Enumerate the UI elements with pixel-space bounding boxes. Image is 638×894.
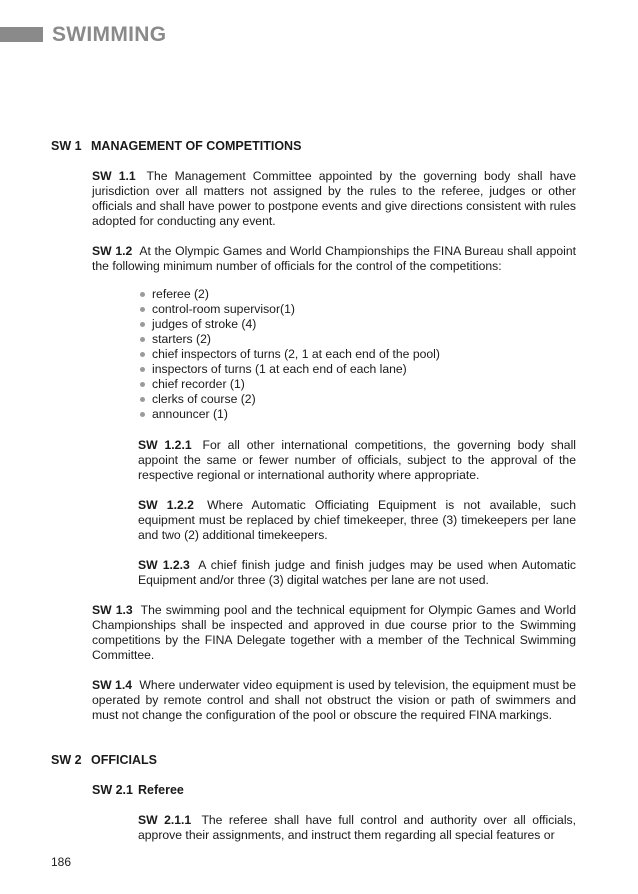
paragraph-label: SW 2.1.1 — [138, 813, 192, 827]
paragraph-label: SW 1.1 — [92, 169, 136, 183]
paragraph-text: A chief finish judge and finish judges may be used when Automatic Equipment and/or three (3) digital watches per lane are not used. — [138, 558, 577, 587]
list-item: clerks of course (2) — [138, 392, 440, 407]
paragraph-label: SW 1.2.2 — [138, 498, 194, 512]
header-bar — [0, 27, 43, 42]
list-item: referee (2) — [138, 287, 440, 302]
paragraph-label: SW 1.2.1 — [138, 438, 192, 452]
paragraph-label: SW 1.4 — [92, 678, 132, 692]
paragraph-label: SW 1.2 — [92, 244, 133, 258]
paragraph-sw1-2-2 — [138, 498, 576, 543]
officials-list — [138, 287, 440, 422]
paragraph-text: The referee shall have full control and authority over all officials, approve their assignments, and instruct them regarding all special features or — [138, 813, 577, 842]
section-title: MANAGEMENT OF COMPETITIONS — [91, 139, 302, 153]
paragraph-text: For all other international competitions, the governing body shall appoint the same or fewer number of officials, subject to the approval of the respective regional or international authority where appropriate. — [138, 438, 577, 482]
paragraph-sw1-2-3 — [138, 558, 576, 588]
paragraph-sw2-1-1 — [138, 813, 576, 843]
section-number: SW 1 — [51, 139, 82, 153]
list-item: starters (2) — [138, 332, 440, 347]
section-number: SW 2 — [51, 753, 82, 767]
paragraph-sw1-1 — [92, 169, 576, 229]
subsection-sw2-1-heading — [92, 783, 184, 798]
paragraph-text: The Management Committee appointed by the governing body shall have jurisdiction over all matters not assigned by the rules to the referee, judges or other officials and shall have power to postpone events and give directions consistent with rules adopted for conducting any event. — [92, 169, 577, 228]
section-title: OFFICIALS — [91, 753, 157, 767]
paragraph-sw1-3 — [92, 603, 576, 663]
paragraph-sw1-2-1 — [138, 438, 576, 483]
paragraph-text: The swimming pool and the technical equipment for Olympic Games and World Championships shall be inspected and approved in due course prior to the Swimming competitions by the FINA Delegate together with a member of the Technical Swimming Committee. — [92, 603, 576, 662]
list-item: chief recorder (1) — [138, 377, 440, 392]
page-number: 186 — [51, 855, 72, 869]
subsection-title: Referee — [138, 783, 184, 797]
paragraph-label: SW 1.3 — [92, 603, 133, 617]
paragraph-text: At the Olympic Games and World Championships the FINA Bureau shall appoint the following minimum number of officials for the control of the competitions: — [92, 244, 577, 273]
subsection-number: SW 2.1 — [92, 783, 133, 797]
list-item: inspectors of turns (1 at each end of each lane) — [138, 362, 440, 377]
paragraph-label: SW 1.2.3 — [138, 558, 190, 572]
list-item: chief inspectors of turns (2, 1 at each end of the pool) — [138, 347, 440, 362]
paragraph-text: Where underwater video equipment is used by television, the equipment must be operated by remote control and shall not obstruct the vision or path of swimmers and must not change the configuration of the pool or obscure the required FINA markings. — [92, 678, 576, 722]
list-item: judges of stroke (4) — [138, 317, 440, 332]
paragraph-sw1-2 — [92, 244, 576, 274]
paragraph-sw1-4 — [92, 678, 576, 723]
list-item: announcer (1) — [138, 407, 440, 422]
paragraph-text: Where Automatic Officiating Equipment is not available, such equipment must be replaced by chief timekeeper, three (3) timekeepers per lane and two (2) additional timekeepers. — [138, 498, 576, 542]
list-item: control-room supervisor(1) — [138, 302, 440, 317]
page-title: SWIMMING — [52, 23, 167, 46]
